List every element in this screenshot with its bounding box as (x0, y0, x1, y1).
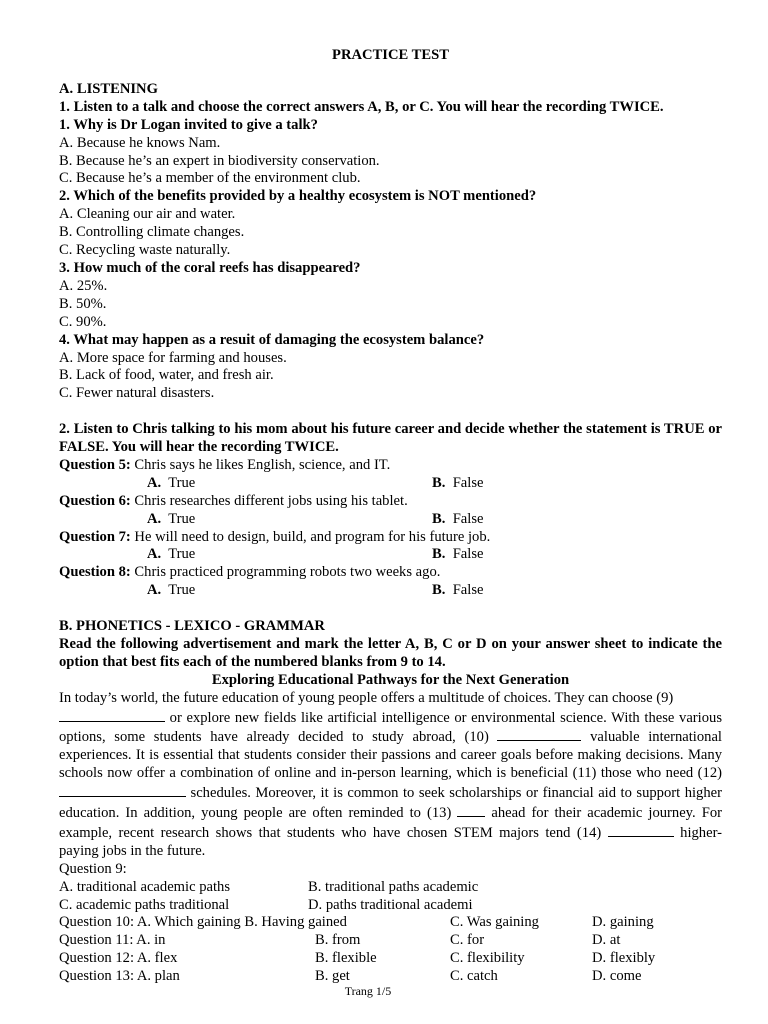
true-option: A. True (147, 510, 196, 527)
question-9-label: Question 9: (59, 860, 127, 877)
question-10-row (59, 914, 722, 932)
question-6-options (59, 511, 722, 529)
question-13-label: Question 13: A. plan (59, 968, 180, 985)
question-12-label: Question 12: A. flex (59, 950, 178, 967)
question-9-option-b: B. traditional paths academic (308, 878, 479, 895)
page-title: PRACTICE TEST (332, 47, 449, 63)
question-3-option-b: B. 50%. (59, 295, 107, 312)
blank-14[interactable] (608, 823, 674, 837)
question-7-options (59, 546, 722, 564)
section-b-instruction: Read the following advertisement and mark the letter A, B, C or D on your answer sheet to indicate the option that best fits each of the numbered blanks from 9 to 14. (59, 635, 722, 670)
question-8-text: Chris practiced programming robots two weeks ago. (130, 564, 441, 581)
question-3: 3. How much of the coral reefs has disappeared? (59, 259, 361, 276)
question-3-option-c: C. 90%. (59, 313, 107, 330)
section-a-heading: A. LISTENING (59, 80, 158, 97)
question-2-option-c: C. Recycling waste naturally. (59, 242, 231, 259)
question-5 (59, 457, 722, 475)
question-4-option-c: C. Fewer natural disasters. (59, 385, 215, 402)
part1-instruction: 1. Listen to a talk and choose the correct answers A, B, or C. You will hear the recording TWICE. (59, 98, 664, 115)
question-5-text: Chris says he likes English, science, and IT. (130, 456, 391, 473)
question-9-option-a: A. traditional academic paths (59, 878, 231, 895)
question-11-option-c: C. for (450, 932, 485, 949)
question-7-label: Question 7: (59, 528, 131, 545)
question-1: 1. Why is Dr Logan invited to give a talk? (59, 116, 318, 133)
question-6-text: Chris researches different jobs using his tablet. (130, 492, 408, 509)
question-8-label: Question 8: (59, 564, 131, 581)
question-12-row (59, 950, 722, 968)
blank-12[interactable] (59, 783, 186, 797)
question-4: 4. What may happen as a resuit of damaging the ecosystem balance? (59, 331, 485, 348)
question-2-option-b: B. Controlling climate changes. (59, 224, 245, 241)
passage-title: Exploring Educational Pathways for the Next Generation (211, 671, 570, 688)
question-13-option-c: C. catch (450, 968, 498, 985)
false-option: B. False (432, 546, 484, 563)
question-1-option-b: B. Because he’s an expert in biodiversity conservation. (59, 152, 380, 169)
question-7 (59, 529, 722, 547)
section-b-heading: B. PHONETICS - LEXICO - GRAMMAR (59, 618, 325, 634)
question-1-option-c: C. Because he’s a member of the environment club. (59, 170, 361, 187)
question-11-option-d: D. at (592, 932, 621, 949)
question-4-option-b: B. Lack of food, water, and fresh air. (59, 367, 274, 384)
question-12-option-d: D. flexibly (592, 950, 656, 967)
question-12-option-c: C. flexibility (450, 950, 525, 967)
question-1-option-a: A. Because he knows Nam. (59, 134, 221, 151)
question-10-option-c: C. Was gaining (450, 914, 539, 931)
part2-instruction: 2. Listen to Chris talking to his mom about his future career and decide whether the statement is TRUE or FALSE. You will hear the recording TWICE. (59, 421, 722, 456)
question-9-row-1 (59, 879, 722, 897)
question-2-option-a: A. Cleaning our air and water. (59, 206, 236, 223)
passage-text: In today’s world, the future education of young people offers a multitude of choices. They can choose (9) or explore new fields like artificial intelligence or environmental science. With these various options, some students have already decided to study abroad, (10) valuable international experiences. It is essential that students consider their passions and career goals before making decisions. Many schools now offer a combination of online and in-person learning, which is beneficial (11) those who need (12) schedules. Moreover, it is common to seek scholarships or financial aid to support higher education. In addition, young people are often reminded to (13) ahead for their academic journey. For example, recent research shows that students who have chosen STEM majors tend (14) higher-paying jobs in the future. (59, 689, 723, 859)
question-9-option-d: D. paths traditional academi (308, 896, 473, 913)
true-option: A. True (147, 582, 196, 599)
blank-10[interactable] (497, 727, 581, 741)
question-6-label: Question 6: (59, 492, 131, 509)
question-3-option-a: A. 25%. (59, 277, 108, 294)
question-8 (59, 564, 722, 582)
question-10-option-d: D. gaining (592, 914, 654, 931)
question-6 (59, 493, 722, 511)
question-7-text: He will need to design, build, and program for his future job. (130, 528, 491, 545)
document-page (59, 47, 722, 986)
question-13-option-b: B. get (315, 968, 350, 985)
question-9-option-c: C. academic paths traditional (59, 896, 230, 913)
false-option: B. False (432, 582, 484, 599)
true-option: A. True (147, 546, 196, 563)
false-option: B. False (432, 510, 484, 527)
question-11-option-b: B. from (315, 932, 361, 949)
question-9-row-2 (59, 897, 722, 915)
question-5-label: Question 5: (59, 456, 131, 473)
blank-9[interactable] (59, 708, 165, 722)
question-10-label: Question 10: A. Which gaining B. Having gained (59, 914, 347, 931)
question-5-options (59, 475, 722, 493)
question-2: 2. Which of the benefits provided by a healthy ecosystem is NOT mentioned? (59, 188, 537, 205)
question-11-label: Question 11: A. in (59, 932, 166, 949)
question-12-option-b: B. flexible (315, 950, 377, 967)
question-13-option-d: D. come (592, 968, 642, 985)
page-number: Trang 1/5 (344, 984, 392, 998)
question-4-option-a: A. More space for farming and houses. (59, 349, 287, 366)
true-option: A. True (147, 474, 196, 491)
question-11-row (59, 932, 722, 950)
blank-13[interactable] (457, 803, 485, 817)
false-option: B. False (432, 474, 484, 491)
question-8-options (59, 582, 722, 600)
